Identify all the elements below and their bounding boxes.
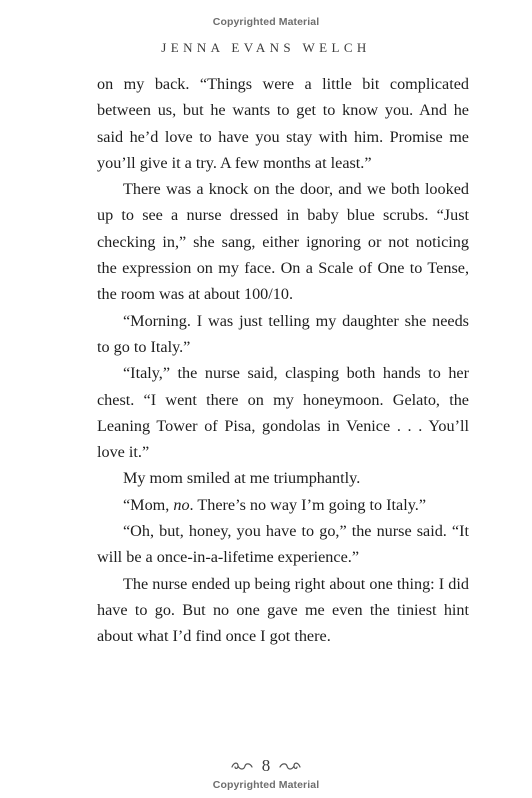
paragraph: “Morning. I was just telling my daughter she needs to go to Italy.” xyxy=(97,311,469,356)
page-number: 8 xyxy=(261,756,271,775)
paragraph: There was a knock on the door, and we both looked up to see a nurse dressed in baby blue scrubs. “Just checking in,” she sang, either ignoring or not noticing the expression on my face. On a Scale of One to Tense, the room was at about 100/10. xyxy=(97,180,469,304)
emphasis-text: no xyxy=(173,495,190,514)
swirl-ornament-icon xyxy=(231,761,253,771)
running-head-author: JENNA EVANS WELCH xyxy=(161,40,371,55)
paragraph xyxy=(97,492,469,518)
paragraph: “Italy,” the nurse said, clasping both hands to her chest. “I went there on my honeymoon. Gelato, the Leaning Tower of Pisa, gondolas in Venice . . . You’ll love it.” xyxy=(97,364,469,462)
swirl-ornament-icon xyxy=(279,761,301,771)
page-body xyxy=(97,71,469,650)
text-run: “Mom, xyxy=(123,495,174,514)
paragraph: The nurse ended up being right about one thing: I did have to go. But no one gave me even the tiniest hint about what I’d find once I got there. xyxy=(97,574,469,646)
copyright-notice-top: Copyrighted Material xyxy=(212,16,320,28)
page-folio xyxy=(0,756,532,776)
copyright-notice-bottom: Copyrighted Material xyxy=(212,779,320,791)
paragraph-continuation: on my back. “Things were a little bit complicated between us, but he wants to get to know you. And he said he’d love to have you stay with him. Promise me you’ll give it a try. A few months at least.” xyxy=(97,75,469,172)
paragraph: “Oh, but, honey, you have to go,” the nurse said. “It will be a once-in-a-lifetime experience.” xyxy=(97,522,469,567)
text-run: . There’s no way I’m going to Italy.” xyxy=(189,495,427,514)
paragraph: My mom smiled at me triumphantly. xyxy=(123,469,361,488)
